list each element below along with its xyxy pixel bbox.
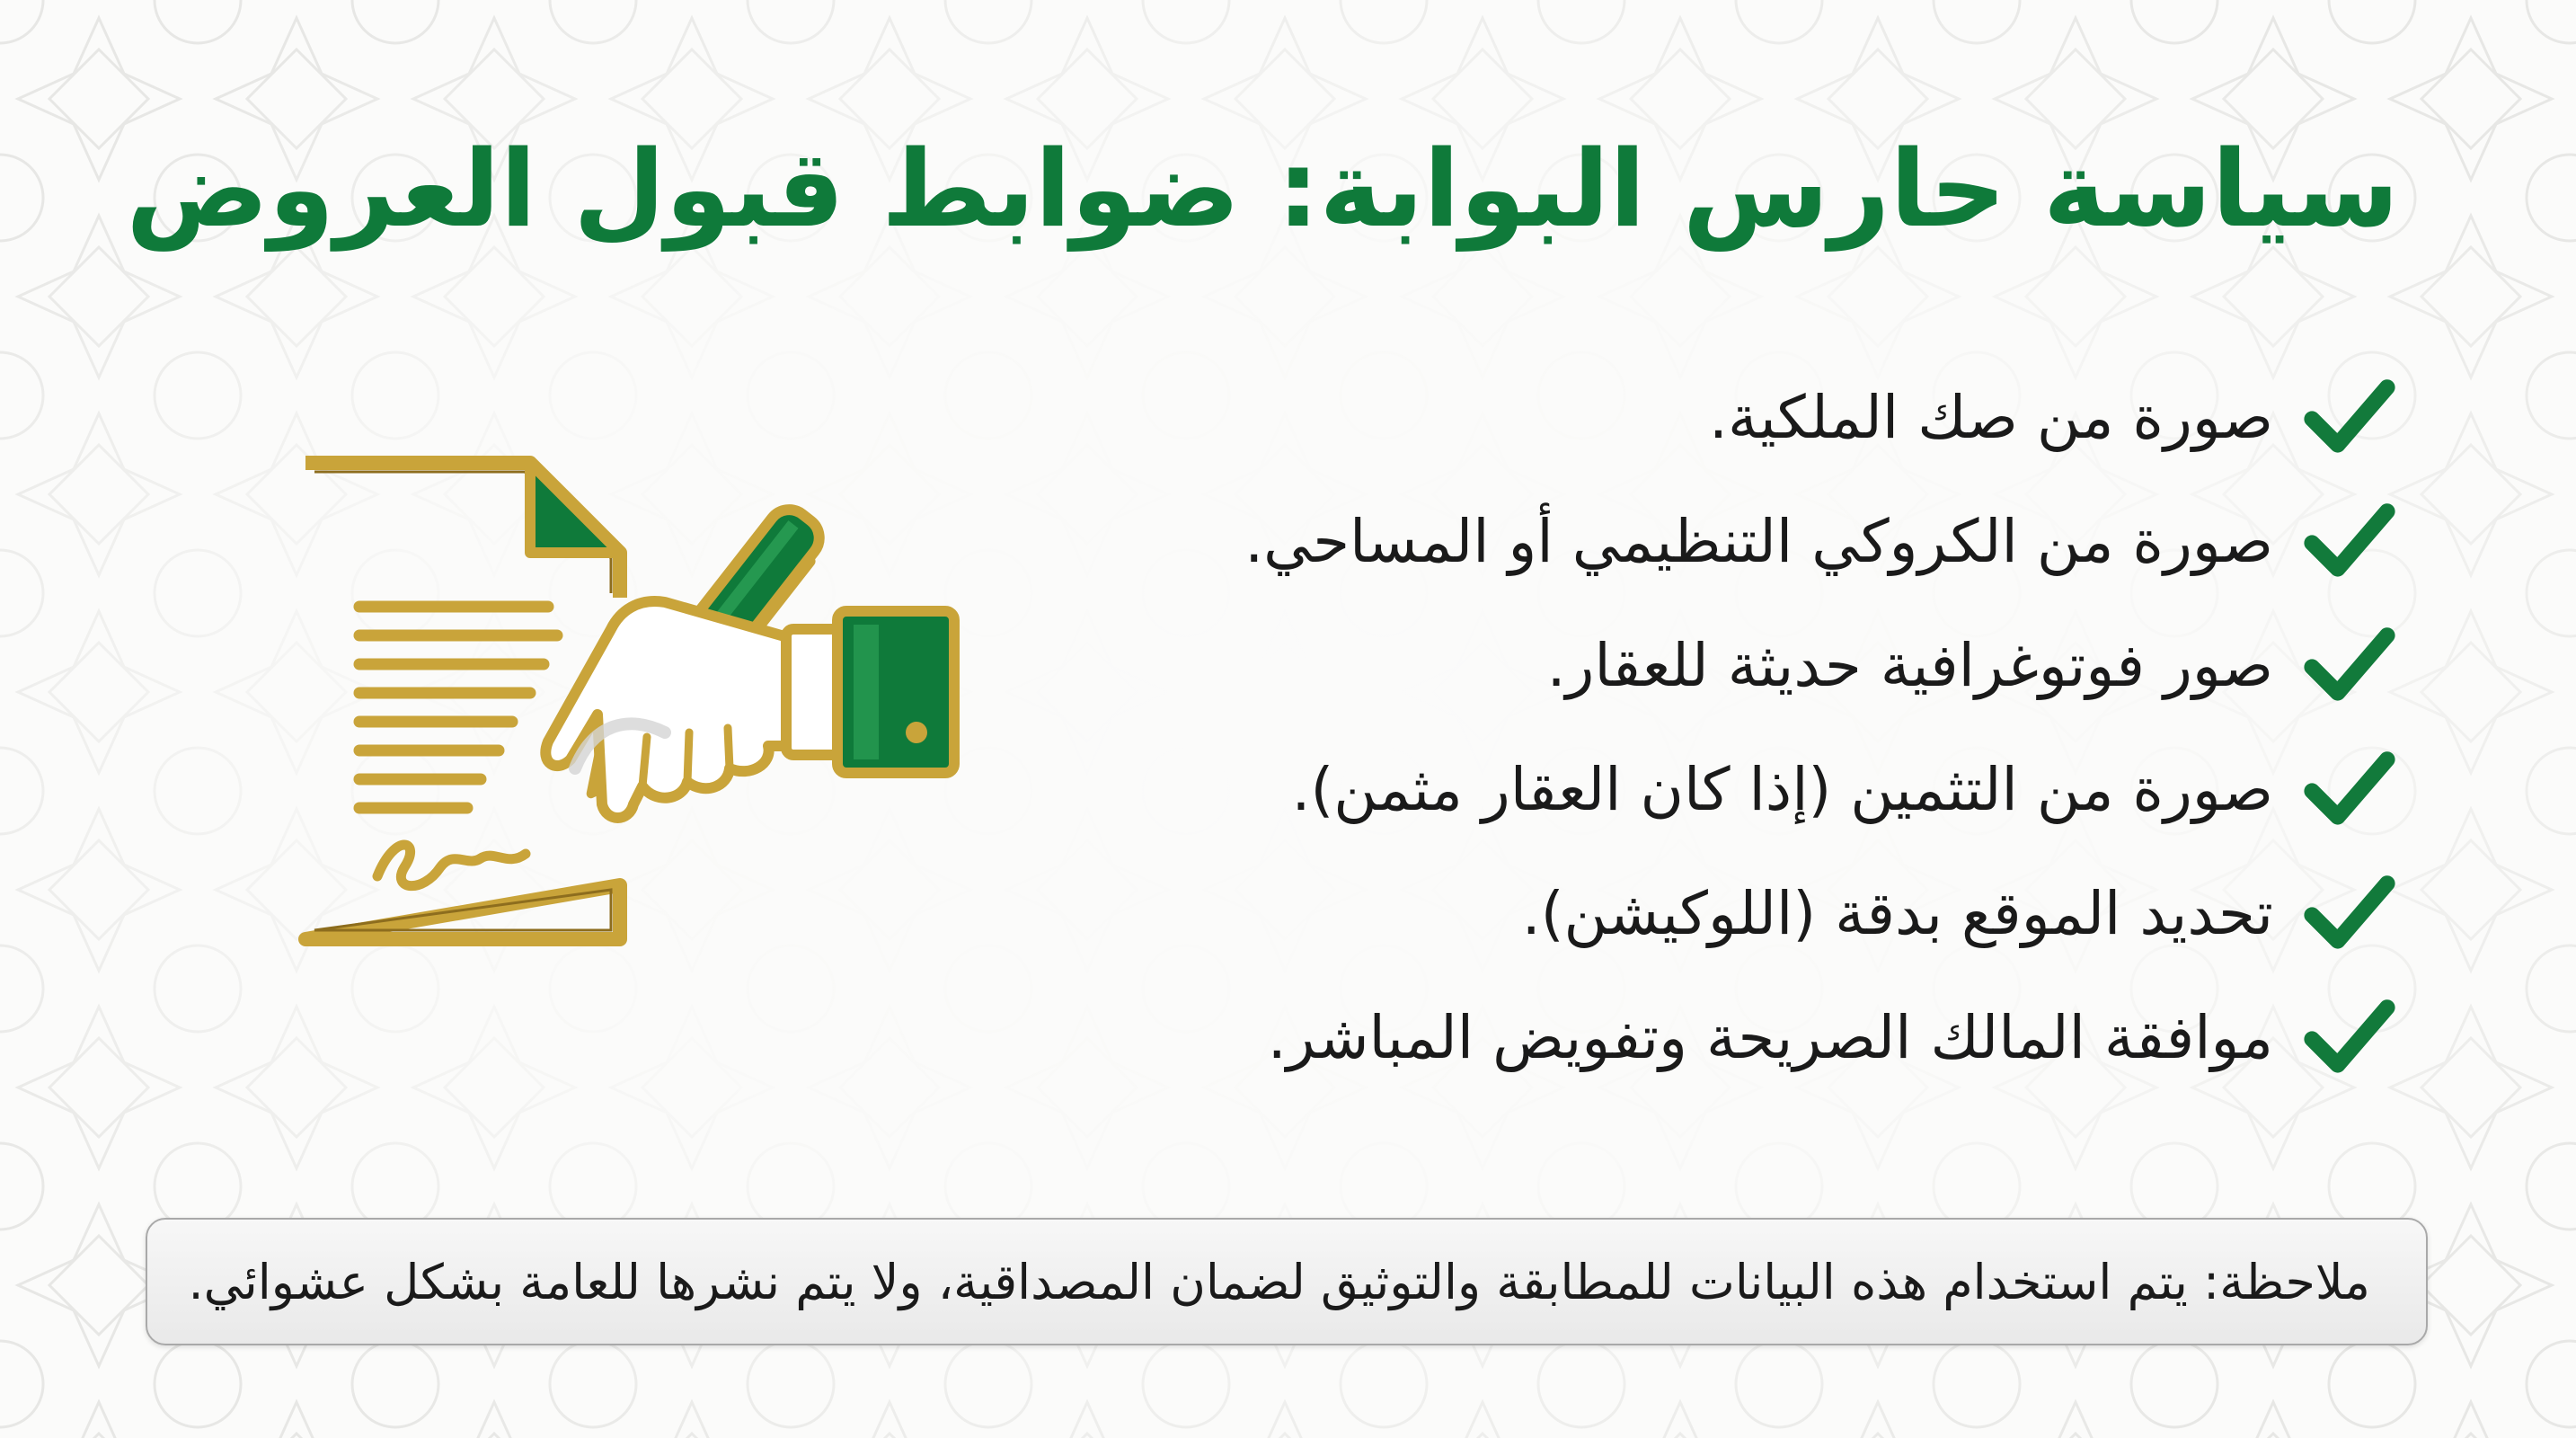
list-item-text: صورة من صك الملكية. (1709, 382, 2273, 452)
list-item (1123, 355, 2399, 479)
list-item (1123, 603, 2399, 727)
list-item-text: تحديد الموقع بدقة (اللوكيشن). (1521, 878, 2273, 948)
list-item (1123, 479, 2399, 603)
document-signing-hand-icon (288, 445, 970, 957)
note-text: ملاحظة: يتم استخدام هذه البيانات للمطابقة والتوثيق لضمان المصداقية، ولا يتم نشرها للعامة بشكل عشوائي. (188, 1253, 2370, 1310)
check-icon (2300, 988, 2399, 1087)
list-item-text: موافقة المالك الصريحة وتفويض المباشر. (1267, 1002, 2273, 1072)
check-icon (2300, 492, 2399, 590)
check-icon (2300, 864, 2399, 963)
note-box (146, 1218, 2428, 1345)
list-item-text: صورة من الكروكي التنظيمي أو المساحي. (1244, 506, 2273, 576)
check-icon (2300, 368, 2399, 466)
list-item-text: صور فوتوغرافية حديثة للعقار. (1546, 630, 2273, 700)
check-icon (2300, 740, 2399, 839)
list-item (1123, 727, 2399, 851)
requirements-list (1123, 355, 2399, 1099)
list-item-text: صورة من التثمين (إذا كان العقار مثمن). (1291, 754, 2273, 824)
list-item (1123, 975, 2399, 1099)
list-item (1123, 851, 2399, 975)
check-icon (2300, 616, 2399, 715)
page-title: سياسة حارس البوابة: ضوابط قبول العروض (126, 127, 2399, 251)
